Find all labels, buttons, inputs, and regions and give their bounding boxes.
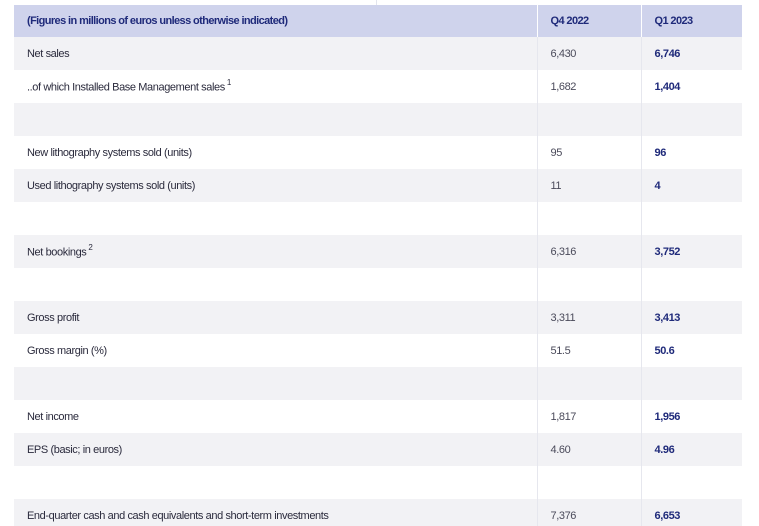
spacer-cell	[537, 103, 641, 136]
header-label: (Figures in millions of euros unless otherwise indicated)	[14, 5, 537, 37]
row-label: New lithography systems sold (units)	[14, 136, 537, 169]
header-q1-2023: Q1 2023	[641, 5, 742, 37]
row-q1-value: 6,653	[641, 499, 742, 526]
row-q4-value: 51.5	[537, 334, 641, 367]
row-q4-value: 3,311	[537, 301, 641, 334]
spacer-cell	[14, 268, 537, 301]
row-label: ..of which Installed Base Management sales $^1$	[14, 70, 537, 103]
row-label: EPS (basic; in euros)	[14, 433, 537, 466]
row-q1-value: 1,404	[641, 70, 742, 103]
row-q1-value: 3,752	[641, 235, 742, 268]
table-row	[14, 433, 742, 466]
row-q1-value: 50.6	[641, 334, 742, 367]
row-q1-value: 4	[641, 169, 742, 202]
row-q1-value: 96	[641, 136, 742, 169]
row-label: Net bookings $^2$	[14, 235, 537, 268]
row-label: Used lithography systems sold (units)	[14, 169, 537, 202]
spacer-cell	[14, 367, 537, 400]
table-row	[14, 169, 742, 202]
row-label: End-quarter cash and cash equivalents and short-term investments	[14, 499, 537, 526]
spacer-cell	[641, 103, 742, 136]
spacer-row	[14, 268, 742, 301]
footnote-marker: 1	[226, 78, 231, 88]
spacer-cell	[537, 202, 641, 235]
row-q4-value: 7,376	[537, 499, 641, 526]
row-q4-value: 95	[537, 136, 641, 169]
row-q1-value: 1,956	[641, 400, 742, 433]
spacer-cell	[537, 367, 641, 400]
spacer-row	[14, 466, 742, 499]
row-q1-value: 6,746	[641, 37, 742, 70]
row-q4-value: 1,817	[537, 400, 641, 433]
row-label: Net sales	[14, 37, 537, 70]
table-row	[14, 400, 742, 433]
table-row	[14, 499, 742, 526]
row-q4-value: 6,430	[537, 37, 641, 70]
table-row	[14, 136, 742, 169]
spacer-cell	[537, 268, 641, 301]
footnote-marker: 2	[88, 243, 93, 253]
table-row	[14, 37, 742, 70]
row-q1-value: 4.96	[641, 433, 742, 466]
row-q4-value: 1,682	[537, 70, 641, 103]
row-q4-value: 6,316	[537, 235, 641, 268]
header-q4-2022: Q4 2022	[537, 5, 641, 37]
row-label: Gross profit	[14, 301, 537, 334]
row-q1-value: 3,413	[641, 301, 742, 334]
spacer-cell	[14, 202, 537, 235]
financial-summary-table	[14, 5, 742, 526]
spacer-cell	[14, 466, 537, 499]
table-row	[14, 334, 742, 367]
row-q4-value: 11	[537, 169, 641, 202]
spacer-cell	[641, 367, 742, 400]
row-label: Gross margin (%)	[14, 334, 537, 367]
spacer-row	[14, 103, 742, 136]
table-row	[14, 70, 742, 103]
spacer-cell	[641, 202, 742, 235]
spacer-cell	[537, 466, 641, 499]
row-q4-value: 4.60	[537, 433, 641, 466]
row-label: Net income	[14, 400, 537, 433]
table-header-row	[14, 5, 742, 37]
spacer-cell	[14, 103, 537, 136]
spacer-cell	[641, 268, 742, 301]
spacer-cell	[641, 466, 742, 499]
spacer-row	[14, 367, 742, 400]
spacer-row	[14, 202, 742, 235]
table-row	[14, 235, 742, 268]
table-row	[14, 301, 742, 334]
